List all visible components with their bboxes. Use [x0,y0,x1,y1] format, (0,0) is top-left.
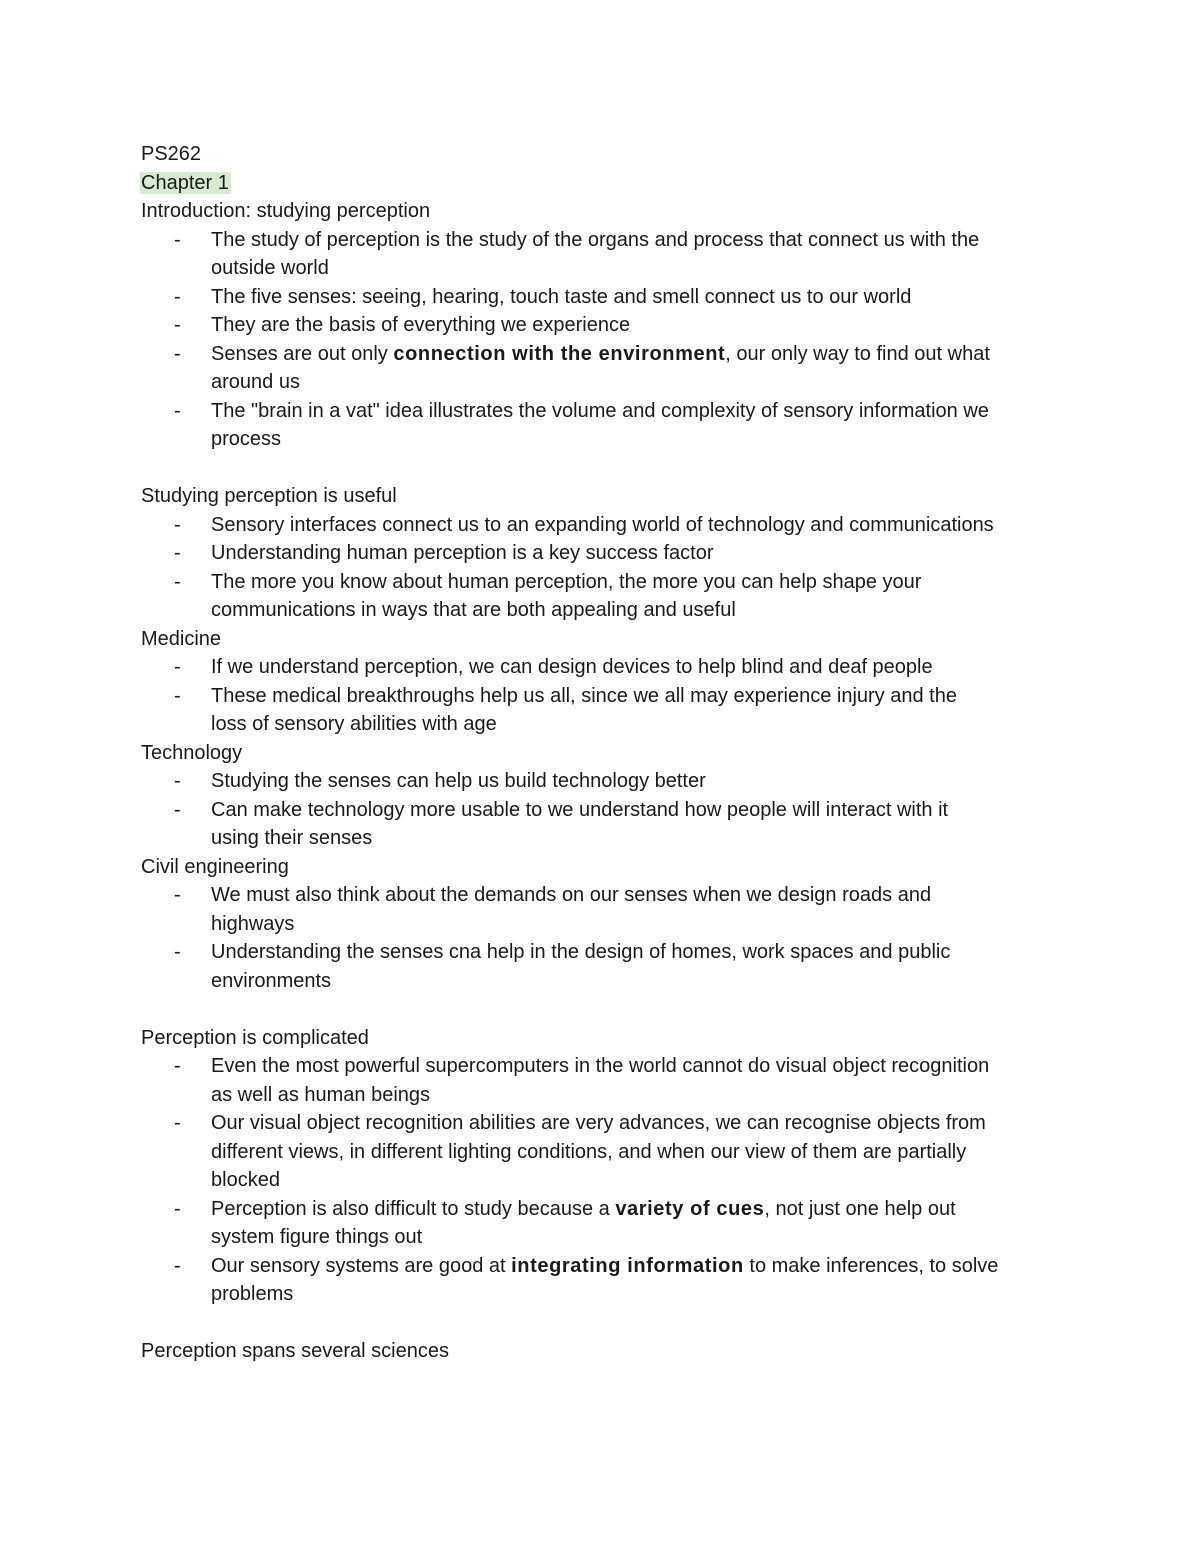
course-code: PS262 [141,143,202,165]
blank-line [141,995,1071,1024]
section-heading: Introduction: studying perception [141,200,431,222]
bullet-line: environments [211,969,332,992]
dash-marker: - [174,884,181,906]
dash-marker: - [174,342,181,365]
section-heading: Perception spans several sciences [141,1340,449,1362]
bullet-item [141,226,1071,283]
bullet-item [141,1052,1071,1109]
dash-marker: - [174,941,181,963]
section-heading: Civil engineering [141,855,289,878]
bullet-line: system figure things out [211,1226,423,1248]
notes-body [141,197,1071,1366]
bullet-line: highways [211,912,295,935]
blank-line [141,1309,1071,1338]
bullet-line: Perception is also difficult to study because a variety of cues, not just one help out [211,1197,956,1220]
bullet-line: communications in ways that are both appealing and useful [211,599,736,621]
bullet-list [141,1052,1071,1309]
bullet-line: The study of perception is the study of the organs and process that connect us with the [211,228,980,251]
bullet-line: different views, in different lighting conditions, and when our view of them are partially [211,1140,967,1163]
bullet-line: process [211,428,282,450]
bullet-line: blocked [211,1169,280,1191]
bullet-line: Even the most powerful supercomputers in the world cannot do visual object recognition [211,1055,990,1077]
bullet-item [141,1252,1071,1309]
bullet-list [141,653,1071,739]
bullet-line: Understanding human perception is a key success factor [211,542,714,564]
dash-marker: - [174,770,181,792]
dash-marker: - [174,314,181,336]
bullet-line: around us [211,371,300,393]
bullet-item [141,938,1071,995]
section-heading: Medicine [141,627,222,650]
bullet-line: problems [211,1283,294,1305]
bullet-item [141,568,1071,625]
dash-marker: - [174,285,181,308]
dash-marker: - [174,798,181,821]
bullet-line: using their senses [211,827,373,849]
dash-marker: - [174,656,181,678]
bold-term: variety of cues [615,1197,765,1220]
bullet-line: outside world [211,257,329,279]
bullet-line: These medical breakthroughs help us all, since we all may experience injury and the [211,684,957,707]
bullet-list [141,767,1071,853]
bullet-line: We must also think about the demands on our senses when we design roads and [211,884,932,906]
dash-marker: - [174,1254,181,1277]
bullet-line: Our visual object recognition abilities are very advances, we can recognise objects from [211,1112,986,1134]
dash-marker: - [174,513,181,536]
bullet-line: as well as human beings [211,1083,431,1106]
bullet-list [141,511,1071,625]
bold-term: integrating information [511,1254,744,1277]
bullet-item [141,283,1071,312]
bullet-item [141,682,1071,739]
bullet-item [141,1195,1071,1252]
section-heading: Technology [141,741,243,764]
chapter-title: Chapter 1 [141,171,229,194]
dash-marker: - [174,684,181,707]
bullet-item [141,311,1071,340]
section-heading: Studying perception is useful [141,485,397,507]
bullet-item [141,796,1071,853]
document-page [141,140,1071,1366]
dash-marker: - [174,1112,181,1134]
bullet-line: loss of sensory abilities with age [211,713,497,735]
bold-term: connection with the environment [393,342,726,365]
bullet-item [141,340,1071,397]
section-heading: Perception is complicated [141,1026,369,1049]
bullet-line: The more you know about human perception, the more you can help shape your [211,570,922,593]
bullet-line: If we understand perception, we can design devices to help blind and deaf people [211,656,933,678]
bullet-line: Sensory interfaces connect us to an expanding world of technology and communications [211,513,994,536]
blank-line [141,454,1071,483]
bullet-item [141,539,1071,568]
bullet-item [141,1109,1071,1195]
bullet-line: They are the basis of everything we experience [211,314,631,336]
bullet-line: The five senses: seeing, hearing, touch taste and smell connect us to our world [211,285,912,308]
dash-marker: - [174,228,181,251]
bullet-line: Can make technology more usable to we understand how people will interact with it [211,798,949,821]
bullet-list [141,881,1071,995]
bullet-line: Studying the senses can help us build technology better [211,770,706,792]
bullet-item [141,767,1071,796]
dash-marker: - [174,542,181,564]
bullet-line: Our sensory systems are good at integrating information to make inferences, to solve [211,1254,999,1277]
dash-marker: - [174,1197,181,1220]
bullet-item [141,397,1071,454]
dash-marker: - [174,399,181,422]
dash-marker: - [174,1055,181,1077]
bullet-line: The "brain in a vat" idea illustrates the volume and complexity of sensory information we [211,399,989,422]
bullet-item [141,881,1071,938]
dash-marker: - [174,570,181,593]
bullet-item [141,653,1071,682]
bullet-list [141,226,1071,454]
bullet-line: Understanding the senses cna help in the design of homes, work spaces and public [211,941,951,963]
bullet-line: Senses are out only connection with the environment, our only way to find out what [211,342,990,365]
bullet-item [141,511,1071,540]
